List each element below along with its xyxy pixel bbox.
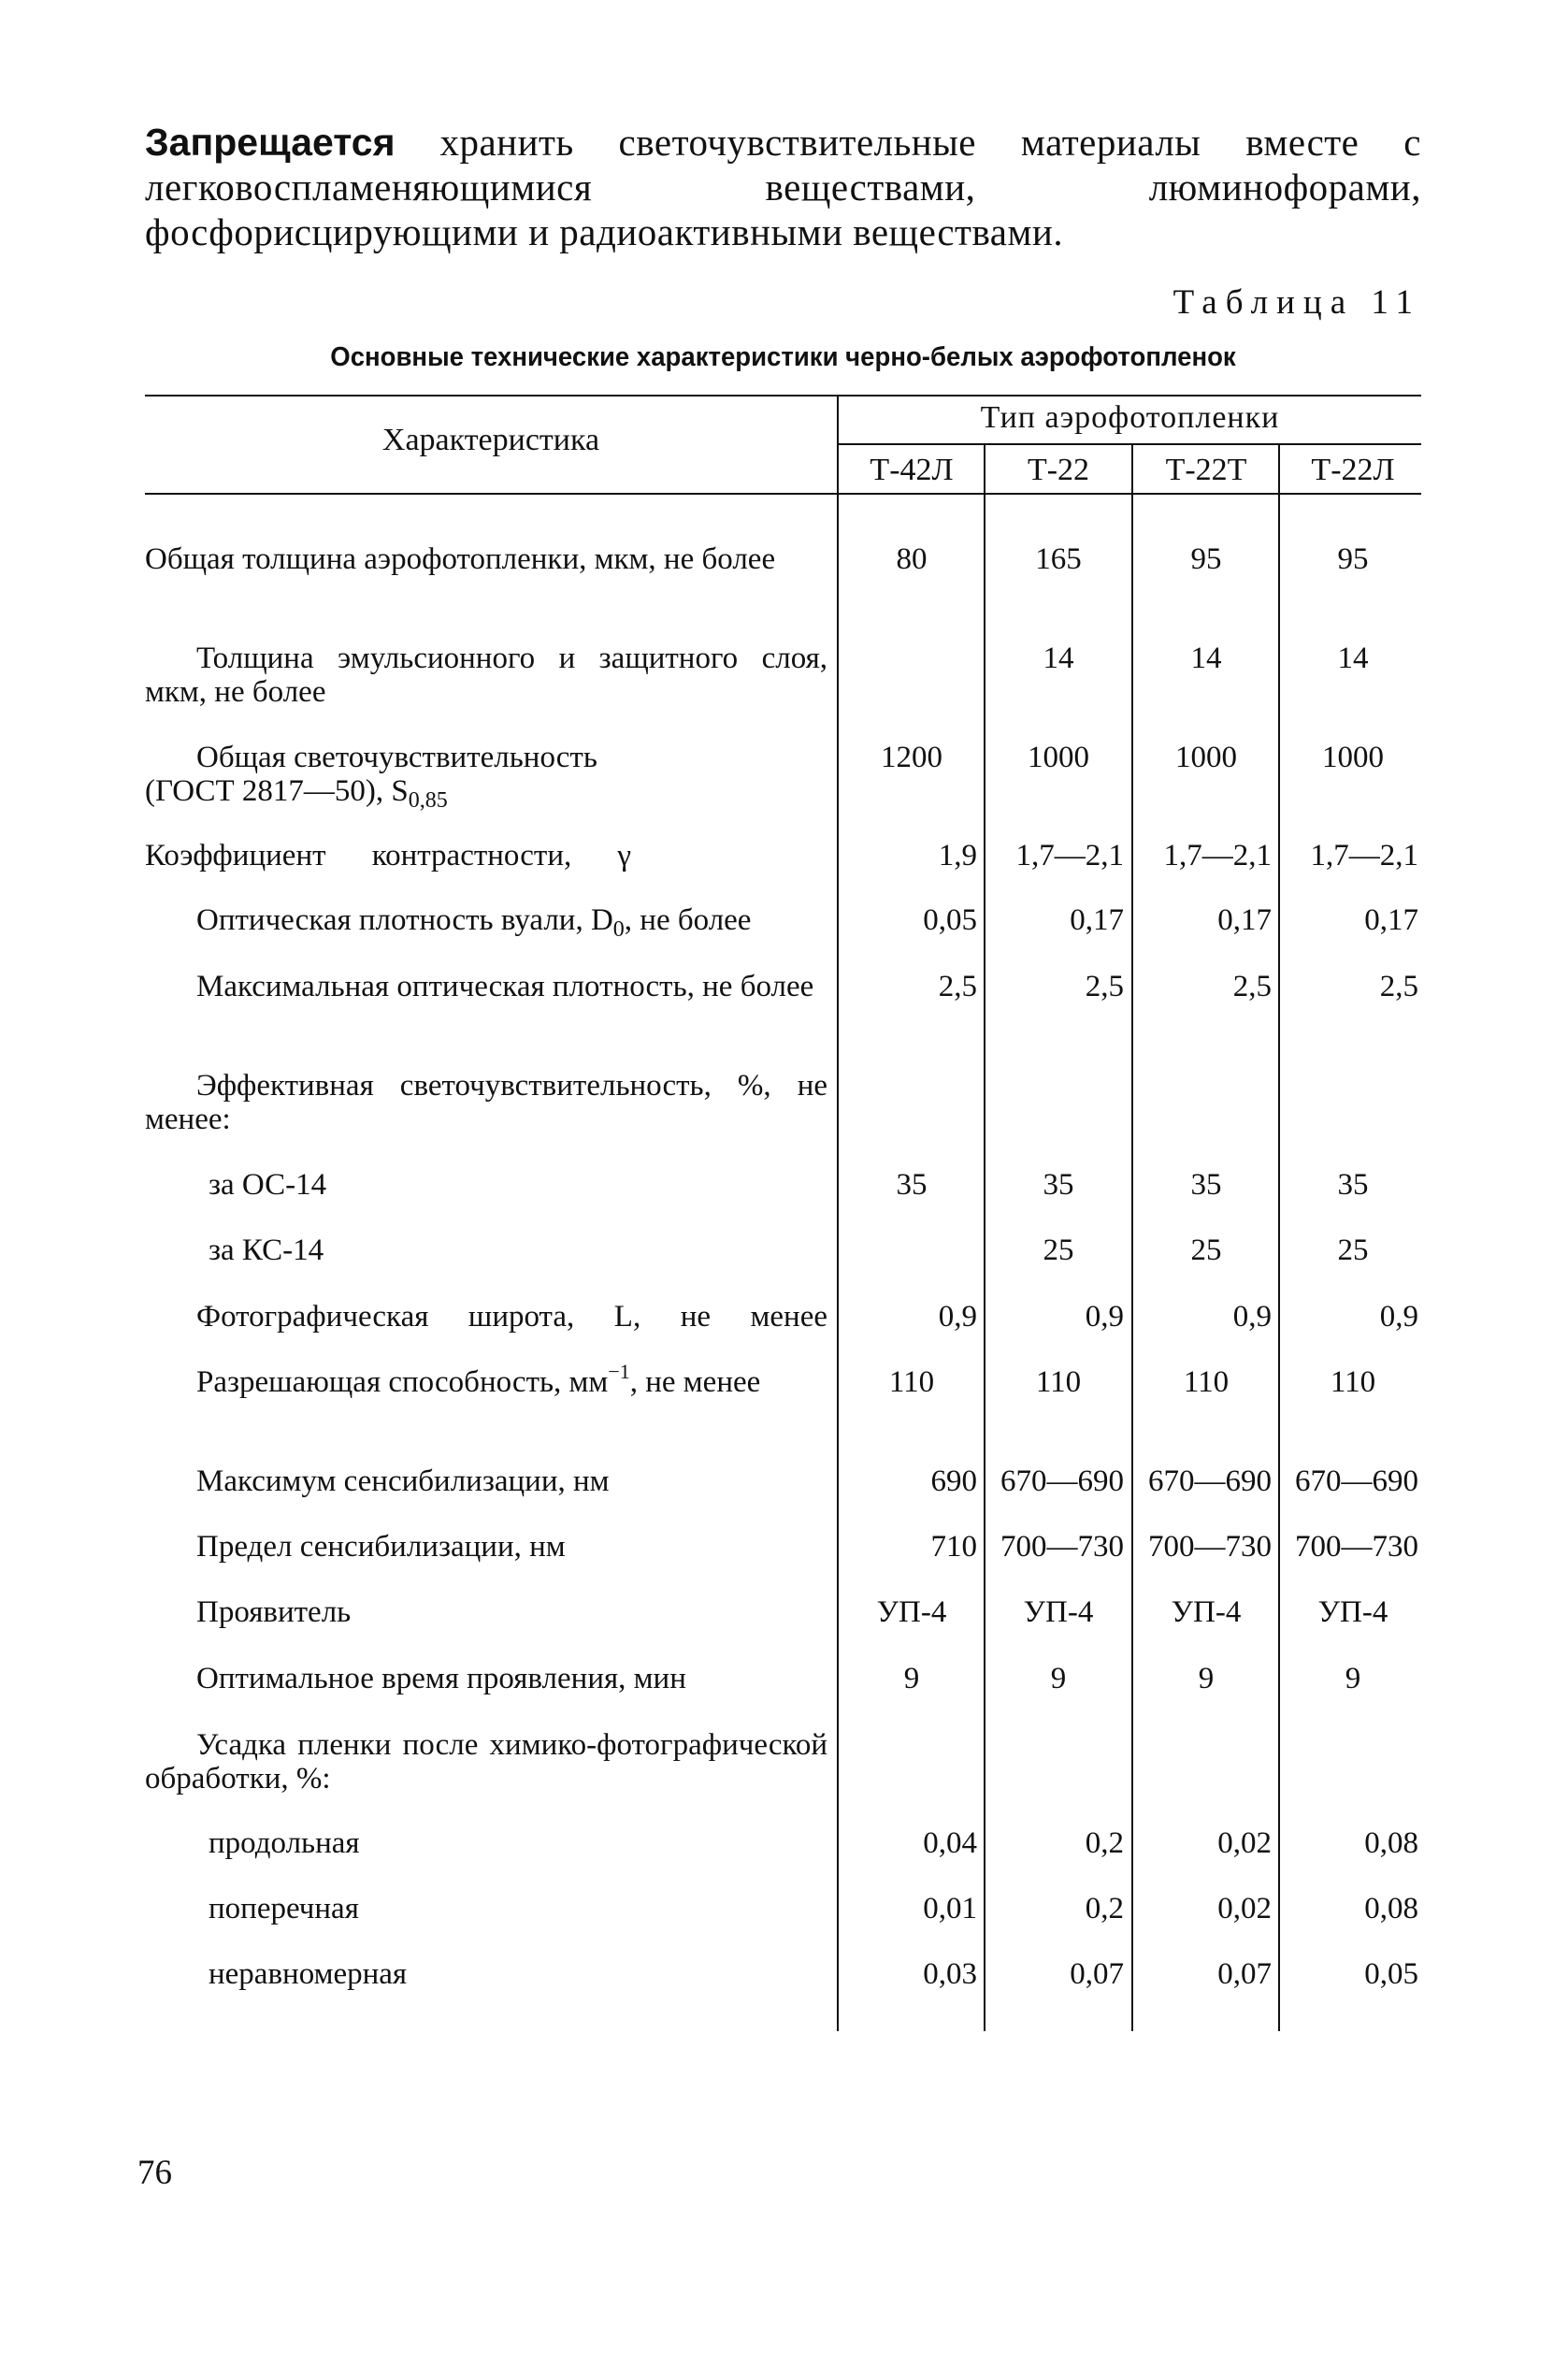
column-divider <box>837 395 839 2031</box>
table-cell: 0,05 <box>1364 1957 1418 1991</box>
row-label: Максимальная оптическая плотность, не более <box>196 970 814 1003</box>
row-label: Эффективная светочувствительность, %, не менее: <box>145 1069 827 1136</box>
row-label: продольная <box>209 1826 360 1860</box>
table-cell: 0,9 <box>1232 1300 1272 1334</box>
table-cell: 35 <box>1337 1168 1369 1202</box>
table-cell: 0,2 <box>1085 1892 1124 1925</box>
table-cell: 0,9 <box>1379 1300 1418 1334</box>
table-cell: 0,9 <box>1085 1300 1124 1334</box>
table-cell: 0,2 <box>1085 1826 1124 1860</box>
table-cell: 9 <box>1345 1662 1361 1695</box>
table-cell: УП-4 <box>1317 1595 1388 1629</box>
table-cell: 670—690 <box>1148 1464 1272 1498</box>
table-cell: УП-4 <box>876 1595 947 1629</box>
row-label: Толщина эмульсионного и защитного слоя, мкм, не более <box>145 642 827 709</box>
row-label: за ОС-14 <box>209 1168 327 1202</box>
table-cell: 165 <box>1035 542 1082 576</box>
table-cell: 0,01 <box>923 1892 977 1925</box>
table-cell: 0,02 <box>1217 1826 1272 1860</box>
table-cell: 2,5 <box>1379 970 1418 1003</box>
row-label: Предел сенсибилизации, нм <box>196 1530 566 1564</box>
row-label: поперечная <box>209 1892 359 1925</box>
table-cell: 9 <box>1198 1662 1215 1695</box>
table-number: Таблица 11 <box>1172 283 1421 322</box>
table-cell: 700—730 <box>1295 1530 1418 1564</box>
row-label: Коэффициент контрастности, γ <box>145 839 631 872</box>
column-divider <box>1278 443 1280 2031</box>
table-cell: 95 <box>1190 542 1222 576</box>
table-cell: 1,7—2,1 <box>1163 839 1272 872</box>
row-label: за КС-14 <box>209 1233 324 1267</box>
table-cell: 35 <box>1190 1168 1222 1202</box>
row-label: Общая светочувствительность (ГОСТ 2817—50), $S_{0,85}$ <box>145 741 597 813</box>
table-cell: УП-4 <box>1171 1595 1242 1629</box>
table-cell: 1000 <box>1175 741 1237 774</box>
column-divider <box>984 443 985 2031</box>
table-cell: 0,03 <box>923 1957 977 1991</box>
table-cell: 0,17 <box>1364 903 1418 937</box>
header-film-type: Тип аэрофотопленки <box>980 400 1280 435</box>
table-cell: 0,07 <box>1070 1957 1124 1991</box>
table-cell: 700—730 <box>1148 1530 1272 1564</box>
table-cell: 9 <box>1050 1662 1067 1695</box>
column-divider <box>1131 443 1133 2031</box>
table-cell: 25 <box>1043 1233 1074 1267</box>
table-cell: 0,08 <box>1364 1892 1418 1925</box>
column-header-t42l: Т-42Л <box>870 453 954 487</box>
table-cell: 700—730 <box>1000 1530 1124 1564</box>
table-cell: 110 <box>1183 1365 1230 1399</box>
table-cell: 14 <box>1043 642 1074 675</box>
table-cell: 0,04 <box>923 1826 977 1860</box>
table-cell: 0,07 <box>1217 1957 1272 1991</box>
table-cell: 95 <box>1337 542 1369 576</box>
table-cell: 35 <box>896 1168 928 1202</box>
table-cell: 9 <box>903 1662 920 1695</box>
table-cell: 110 <box>1330 1365 1376 1399</box>
table-cell: 80 <box>896 542 928 576</box>
table-cell: 690 <box>930 1464 977 1498</box>
table-cell: 14 <box>1337 642 1369 675</box>
table-cell: 670—690 <box>1295 1464 1418 1498</box>
header-sub-rule <box>839 443 1421 445</box>
table-cell: 1000 <box>1028 741 1089 774</box>
table-cell: 1,9 <box>938 839 977 872</box>
table-cell: 110 <box>888 1365 935 1399</box>
table-cell: 670—690 <box>1000 1464 1124 1498</box>
column-header-t22: Т-22 <box>1027 453 1090 487</box>
table-cell: 2,5 <box>938 970 977 1003</box>
intro-text: хранить светочувствительные материалы вместе с легковоспламеняющимися веществами, люминофорами, фосфорисцирующими и радиоактивными веществами. <box>145 121 1421 253</box>
table-cell: 0,17 <box>1070 903 1124 937</box>
row-label: Максимум сенсибилизации, нм <box>196 1464 610 1498</box>
row-label: неравномерная <box>209 1957 408 1991</box>
column-header-t22t: Т-22Т <box>1165 453 1247 487</box>
row-label: Оптимальное время проявления, мин <box>196 1662 686 1695</box>
row-label: Разрешающая способность, $мм^{-1}$, не менее <box>196 1360 761 1399</box>
table-top-rule <box>145 395 1421 397</box>
row-label: Проявитель <box>196 1595 352 1629</box>
table-cell: 0,17 <box>1217 903 1272 937</box>
table-cell: 25 <box>1190 1233 1222 1267</box>
table-cell: 0,05 <box>923 903 977 937</box>
row-label: Общая толщина аэрофотопленки, мкм, не более <box>145 542 776 576</box>
table-cell: 1,7—2,1 <box>1015 839 1124 872</box>
table-cell: 35 <box>1043 1168 1074 1202</box>
row-label: Фотографическая широта, L, не менее <box>196 1300 827 1334</box>
table-cell: 14 <box>1190 642 1222 675</box>
table-cell: 0,08 <box>1364 1826 1418 1860</box>
table-cell: 1,7—2,1 <box>1310 839 1418 872</box>
row-label: Оптическая плотность вуали, $D_0$, не более <box>196 903 752 942</box>
row-label: Усадка пленки после химико-фотографической обработки, %: <box>145 1728 827 1795</box>
column-header-t22l: Т-22Л <box>1311 453 1395 487</box>
table-cell: 0,02 <box>1217 1892 1272 1925</box>
table-cell: 1200 <box>881 741 942 774</box>
table-cell: 1000 <box>1322 741 1384 774</box>
table-cell: 710 <box>930 1530 977 1564</box>
table-cell: 0,9 <box>938 1300 977 1334</box>
intro-bold-word: Запрещается <box>145 121 396 164</box>
page-number: 76 <box>137 2154 172 2192</box>
intro-paragraph <box>145 120 1421 254</box>
header-bottom-rule <box>145 493 1421 495</box>
table-cell: 25 <box>1337 1233 1369 1267</box>
table-cell: УП-4 <box>1023 1595 1094 1629</box>
header-characteristic: Характеристика <box>381 423 600 457</box>
table-title: Основные технические характеристики черно-белых аэрофотопленок <box>330 342 1236 372</box>
table-cell: 2,5 <box>1085 970 1124 1003</box>
table-cell: 2,5 <box>1232 970 1272 1003</box>
table-cell: 110 <box>1035 1365 1082 1399</box>
